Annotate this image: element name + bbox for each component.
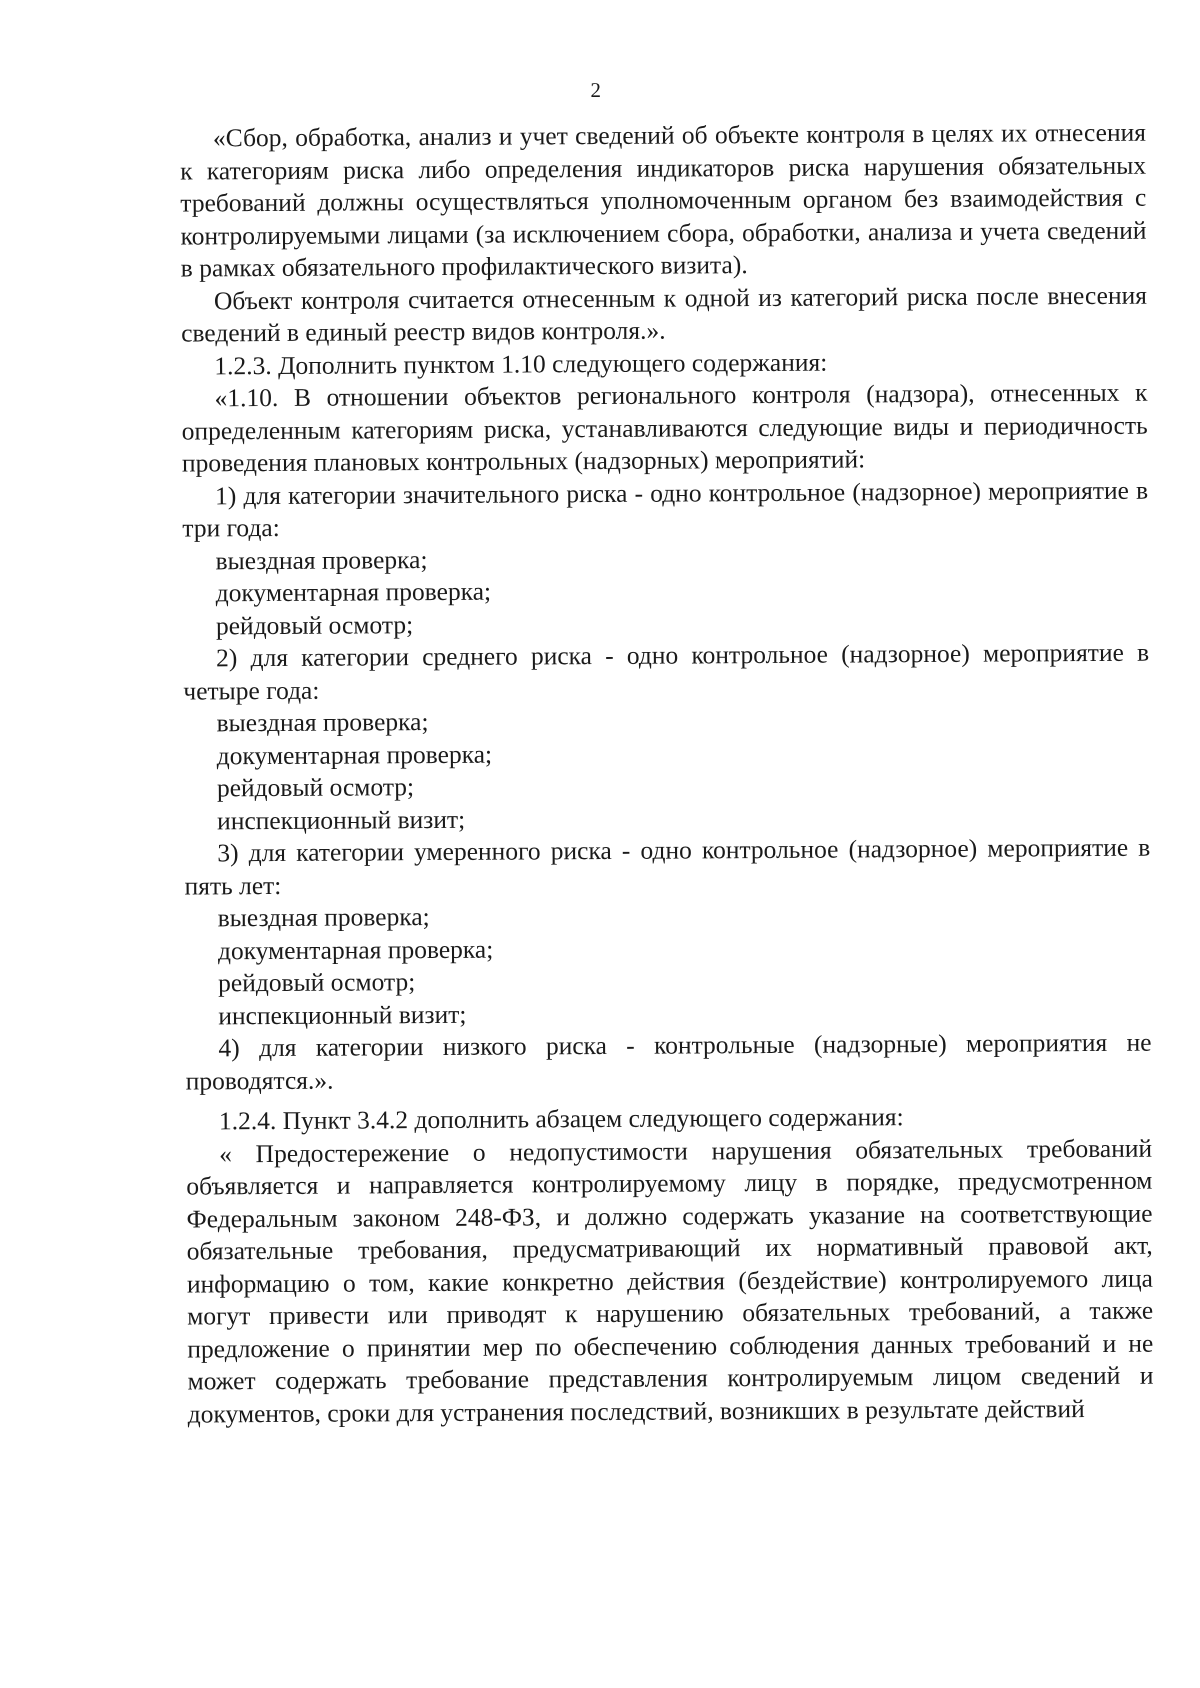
paragraph: «1.10. В отношении объектов регионального контроля (надзора), отнесенных к определенным категориям риска, устанавливаются следующие виды и периодичность проведения плановых контрольных (надзорных) мероприятий: (181, 377, 1148, 478)
list-item: выездная проверка; (217, 902, 430, 933)
list-item: 3) для категории умеренного риска - одно контрольное (надзорное) мероприятие в пять лет: (184, 832, 1151, 901)
list-item: рейдовый осмотр; (218, 967, 416, 998)
list-item: 2) для категории среднего риска - одно контрольное (надзорное) мероприятие в четыре года: (183, 637, 1150, 706)
list-item: выездная проверка; (216, 707, 429, 738)
paragraph: 1.2.4. Пункт 3.4.2 дополнить абзацем следующего содержания: (218, 1102, 904, 1136)
paragraph: «Сбор, обработка, анализ и учет сведений об объекте контроля в целях их отнесения к категориям риска либо определения индикаторов риска нарушения обязательных требований должны осуществляться уполномоченным органом без взаимодействия с контролируемыми лицами (за исключением сбора, обработки, анализа и учета сведений в рамках обязательного профилактического визита). (180, 117, 1147, 283)
list-item: документарная проверка; (217, 934, 494, 965)
list-item: инспекционный визит; (218, 999, 467, 1030)
page-number: 2 (590, 77, 601, 103)
list-item: 1) для категории значительного риска - одно контрольное (надзорное) мероприятие в три года: (182, 475, 1149, 543)
list-item: рейдовый осмотр; (215, 609, 414, 640)
list-item: документарная проверка; (215, 576, 492, 608)
paragraph: Объект контроля считается отнесенным к одной из категорий риска после внесения сведений в единый реестр видов контроля.». (181, 280, 1148, 348)
document-body (180, 117, 1154, 1431)
list-item: выездная проверка; (215, 544, 428, 575)
paragraph: 1.2.3. Дополнить пунктом 1.10 следующего содержания: (214, 347, 828, 380)
list-item: инспекционный визит; (217, 804, 466, 835)
list-item: 4) для категории низкого риска - контрольные (надзорные) мероприятия не проводятся.». (185, 1027, 1152, 1096)
list-item: рейдовый осмотр; (216, 772, 415, 803)
list-item: документарная проверка; (216, 739, 493, 770)
paragraph: « Предостережение о недопустимости нарушения обязательных требований объявляется и направляется контролируемому лицу в порядке, предусмотренном Федеральным законом 248-ФЗ, и должно содержать указание на соответствующие обязательные требования, предусматривающий их нормативный правовой акт, информацию о том, какие конкретно действия (бездействие) контролируемого лица могут привести или приводят к нарушению обязательных требований, а также предложение о принятии мер по обеспечению соблюдения данных требований и не может содержать требование представления контролируемым лицом сведений и документов, сроки для устранения последствий, возникших в результате действий (186, 1133, 1154, 1429)
